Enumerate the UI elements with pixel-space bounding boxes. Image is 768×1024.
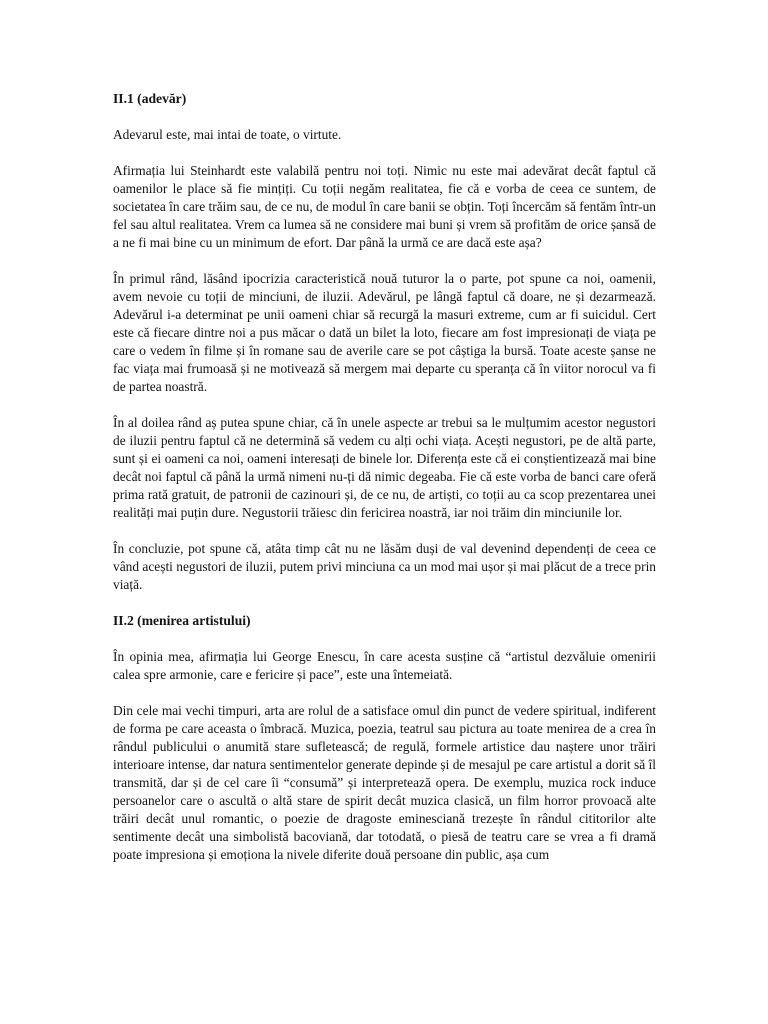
paragraph: Din cele mai vechi timpuri, arta are rolul de a satisface omul din punct de vedere spiritual, indiferent de forma pe care aceasta o îmbracă. Muzica, poezia, teatrul sau pictura au toate menirea de a crea în rândul publicului o anumită stare sufletească; de regulă, formele artistice dau naștere unor trăiri interioare intense, dar natura sentimentelor generate depinde și de mesajul pe care artistul a dorit să îl transmită, dar și de cel care îi “consumă” și interpretează opera. De exemplu, muzica rock induce persoanelor care o ascultă o altă stare de spirit decât muzica clasică, un film horror provoacă alte trăiri decât unul romantic, o poezie de dragoste eminesciană trezește în rândul cititorilor alte sentimente decât una simbolistă bacoviană, dar totodată, o piesă de teatru care se vrea a fi dramă poate impresiona și emoționa la nivele diferite două persoane din public, așa cum (113, 703, 656, 862)
paragraph: Adevarul este, mai intai de toate, o virtute. (113, 127, 342, 142)
paragraph: Afirmația lui Steinhardt este valabilă pentru noi toți. Nimic nu este mai adevărat decât faptul că oamenilor le place să fie mințiți. Cu toții negăm realitatea, fie că e vorba de ceea ce suntem, de societatea în care trăim sau, de ce nu, de modul în care banii se obțin. Toți încercăm să fentăm într-un fel sau altul realitatea. Vrem ca lumea să ne considere mai buni și vrem să profităm de orice șansă de a ne fi mai bine cu un minimum de efort. Dar până la urmă ce are dacă este așa? (113, 163, 656, 250)
document-page (113, 90, 656, 882)
section-heading-menirea-artistului: II.2 (menirea artistului) (113, 613, 251, 628)
paragraph: În opinia mea, afirmația lui George Enescu, în care acesta susține că “artistul dezvăluie omenirii calea spre armonie, care e fericire și pace”, este una întemeiată. (113, 649, 656, 682)
paragraph: În concluzie, pot spune că, atâta timp cât nu ne lăsăm duși de val devenind dependenți de ceea ce vând acești negustori de iluzii, putem privi minciuna ca un mod mai ușor și mai plăcut de a trece prin viață. (113, 541, 656, 592)
paragraph: În primul rând, lăsând ipocrizia caracteristică nouă tuturor la o parte, pot spune ca noi, oamenii, avem nevoie cu toții de minciuni, de iluzii. Adevărul, pe lângă faptul că doare, ne și dezarmează. Adevărul i-a determinat pe unii oameni chiar să recurgă la masuri extreme, cum ar fi suicidul. Cert este că fiecare dintre noi a pus măcar o dată un bilet la loto, fiecare am fost impresionați de viața pe care o vedem în filme și în romane sau de averile care se pot câștiga la bursă. Toate aceste șanse ne fac viața mai frumoasă și ne motivează să mergem mai departe cu speranța că în viitor norocul va fi de partea noastră. (113, 271, 656, 394)
section-heading-adevar: II.1 (adevăr) (113, 91, 187, 106)
paragraph: În al doilea rând aș putea spune chiar, că în unele aspecte ar trebui sa le mulțumim acestor negustori de iluzii pentru faptul că ne determină să vedem cu alți ochi viața. Acești negustori, pe de altă parte, sunt și ei oameni ca noi, oameni interesați de binele lor. Diferența este că ei conștientizează mai bine decât noi faptul că până la urmă nimeni nu-ți dă nimic degeaba. Fie că este vorba de banci care oferă prima rată gratuit, de patronii de cazinouri și, de ce nu, de artiști, co toții au ca scop prezentarea unei realități mai puțin dure. Negustorii trăiesc din fericirea noastră, iar noi trăim din minciunile lor. (113, 415, 656, 520)
